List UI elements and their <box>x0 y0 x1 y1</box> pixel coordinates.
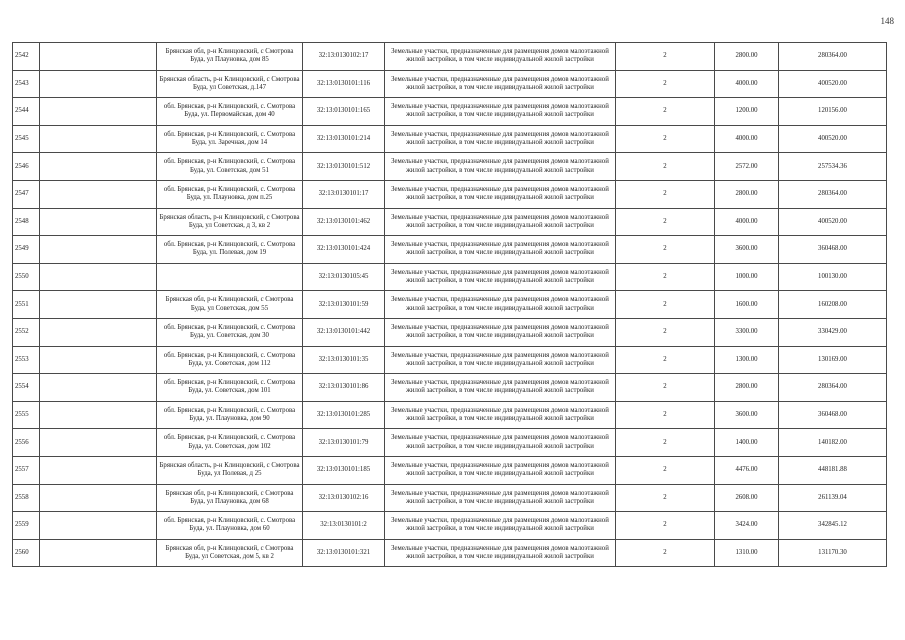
row-number-cell: 2545 <box>13 125 40 153</box>
cadastral-value-cell: 130169.00 <box>779 346 887 374</box>
row-number-cell: 2542 <box>13 43 40 71</box>
cadastral-number-cell: 32:13:0130101:285 <box>303 401 385 429</box>
table-row <box>13 318 887 346</box>
spacer-cell <box>40 291 157 319</box>
row-number-cell: 2546 <box>13 153 40 181</box>
category-cell: 2 <box>616 401 715 429</box>
cadastral-value-cell: 261139.04 <box>779 484 887 512</box>
spacer-cell <box>40 401 157 429</box>
address-cell: Брянская обл, р-н Клинцовский, с Смотрова Буда, ул Плауновка, дом 68 <box>157 484 303 512</box>
row-number-cell: 2544 <box>13 98 40 126</box>
cadastral-number-cell: 32:13:0130101:185 <box>303 456 385 484</box>
cadastral-value-cell: 448181.88 <box>779 456 887 484</box>
address-cell: Брянская обл, р-н Клинцовский, с Смотрова Буда, ул Плауновка, дом 85 <box>157 43 303 71</box>
spacer-cell <box>40 98 157 126</box>
area-cell: 3600.00 <box>715 236 779 264</box>
category-cell: 2 <box>616 263 715 291</box>
category-cell: 2 <box>616 208 715 236</box>
table-row <box>13 429 887 457</box>
cadastral-number-cell: 32:13:0130105:45 <box>303 263 385 291</box>
address-cell: обл. Брянская, р-н Клинцовский, с. Смотрова Буда, ул. Плауновка, дом 90 <box>157 401 303 429</box>
spacer-cell <box>40 512 157 540</box>
table-body <box>13 43 887 567</box>
spacer-cell <box>40 318 157 346</box>
cadastral-value-cell: 160208.00 <box>779 291 887 319</box>
cadastral-number-cell: 32:13:0130101:462 <box>303 208 385 236</box>
cadastral-value-cell: 400520.00 <box>779 208 887 236</box>
permitted-use-cell: Земельные участки, предназначенные для размещения домов малоэтажной жилой застройки, в том числе индивидуальной жилой застройки <box>385 180 616 208</box>
cadastral-number-cell: 32:13:0130101:86 <box>303 374 385 402</box>
table-row <box>13 43 887 71</box>
cadastral-value-cell: 280364.00 <box>779 180 887 208</box>
permitted-use-cell: Земельные участки, предназначенные для размещения домов малоэтажной жилой застройки, в том числе индивидуальной жилой застройки <box>385 236 616 264</box>
area-cell: 3600.00 <box>715 401 779 429</box>
spacer-cell <box>40 153 157 181</box>
address-cell: обл. Брянская, р-н Клинцовский, с. Смотрова Буда, ул. Советская, дом 101 <box>157 374 303 402</box>
table-row <box>13 180 887 208</box>
cadastral-value-cell: 100130.00 <box>779 263 887 291</box>
table-row <box>13 98 887 126</box>
cadastral-number-cell: 32:13:0130101:116 <box>303 70 385 98</box>
address-cell <box>157 263 303 291</box>
spacer-cell <box>40 125 157 153</box>
row-number-cell: 2557 <box>13 456 40 484</box>
category-cell: 2 <box>616 484 715 512</box>
cadastral-value-cell: 400520.00 <box>779 70 887 98</box>
area-cell: 2800.00 <box>715 374 779 402</box>
permitted-use-cell: Земельные участки, предназначенные для размещения домов малоэтажной жилой застройки, в том числе индивидуальной жилой застройки <box>385 429 616 457</box>
permitted-use-cell: Земельные участки, предназначенные для размещения домов малоэтажной жилой застройки, в том числе индивидуальной жилой застройки <box>385 346 616 374</box>
spacer-cell <box>40 70 157 98</box>
row-number-cell: 2547 <box>13 180 40 208</box>
address-cell: обл. Брянская, р-н Клинцовский, с. Смотрова Буда, ул. Советская, дом 112 <box>157 346 303 374</box>
table-row <box>13 208 887 236</box>
table-row <box>13 263 887 291</box>
category-cell: 2 <box>616 456 715 484</box>
area-cell: 1300.00 <box>715 346 779 374</box>
permitted-use-cell: Земельные участки, предназначенные для размещения домов малоэтажной жилой застройки, в том числе индивидуальной жилой застройки <box>385 291 616 319</box>
category-cell: 2 <box>616 291 715 319</box>
cadastral-value-cell: 140182.00 <box>779 429 887 457</box>
address-cell: обл. Брянская, р-н Клинцовский, с. Смотрова Буда, ул. Советская, дом 30 <box>157 318 303 346</box>
cadastral-value-cell: 120156.00 <box>779 98 887 126</box>
address-cell: Брянская область, р-н Клинцовский, с Смотрова Буда, ул Советская, д.147 <box>157 70 303 98</box>
table-row <box>13 401 887 429</box>
cadastral-value-cell: 360468.00 <box>779 401 887 429</box>
area-cell: 2800.00 <box>715 180 779 208</box>
area-cell: 1310.00 <box>715 539 779 567</box>
category-cell: 2 <box>616 539 715 567</box>
cadastral-number-cell: 32:13:0130101:442 <box>303 318 385 346</box>
table-row <box>13 539 887 567</box>
table-row <box>13 70 887 98</box>
area-cell: 4000.00 <box>715 208 779 236</box>
cadastral-number-cell: 32:13:0130101:59 <box>303 291 385 319</box>
permitted-use-cell: Земельные участки, предназначенные для размещения домов малоэтажной жилой застройки, в том числе индивидуальной жилой застройки <box>385 401 616 429</box>
spacer-cell <box>40 429 157 457</box>
permitted-use-cell: Земельные участки, предназначенные для размещения домов малоэтажной жилой застройки, в том числе индивидуальной жилой застройки <box>385 456 616 484</box>
permitted-use-cell: Земельные участки, предназначенные для размещения домов малоэтажной жилой застройки, в том числе индивидуальной жилой застройки <box>385 153 616 181</box>
page-number: 148 <box>880 16 894 26</box>
row-number-cell: 2550 <box>13 263 40 291</box>
cadastral-value-cell: 131170.30 <box>779 539 887 567</box>
area-cell: 4476.00 <box>715 456 779 484</box>
row-number-cell: 2559 <box>13 512 40 540</box>
spacer-cell <box>40 346 157 374</box>
category-cell: 2 <box>616 346 715 374</box>
spacer-cell <box>40 263 157 291</box>
area-cell: 1000.00 <box>715 263 779 291</box>
table-row <box>13 484 887 512</box>
table-row <box>13 153 887 181</box>
cadastral-number-cell: 32:13:0130102:16 <box>303 484 385 512</box>
row-number-cell: 2554 <box>13 374 40 402</box>
cadastral-number-cell: 32:13:0130102:17 <box>303 43 385 71</box>
cadastral-number-cell: 32:13:0130101:17 <box>303 180 385 208</box>
table-row <box>13 125 887 153</box>
spacer-cell <box>40 456 157 484</box>
address-cell: Брянская область, р-н Клинцовский, с Смотрова Буда, ул Советская, д 3, кв 2 <box>157 208 303 236</box>
permitted-use-cell: Земельные участки, предназначенные для размещения домов малоэтажной жилой застройки, в том числе индивидуальной жилой застройки <box>385 484 616 512</box>
spacer-cell <box>40 484 157 512</box>
row-number-cell: 2551 <box>13 291 40 319</box>
cadastral-number-cell: 32:13:0130101:321 <box>303 539 385 567</box>
cadastral-number-cell: 32:13:0130101:214 <box>303 125 385 153</box>
address-cell: Брянская область, р-н Клинцовский, с Смотрова Буда, ул Полевая, д 25 <box>157 456 303 484</box>
address-cell: Брянская обл, р-н Клинцовский, с Смотрова Буда, ул Советская, дом 5, кв 2 <box>157 539 303 567</box>
row-number-cell: 2552 <box>13 318 40 346</box>
area-cell: 1400.00 <box>715 429 779 457</box>
area-cell: 2608.00 <box>715 484 779 512</box>
address-cell: обл. Брянская, р-н Клинцовский, с. Смотрова Буда, ул. Советская, дом 51 <box>157 153 303 181</box>
table-row <box>13 236 887 264</box>
land-register-table <box>12 42 887 567</box>
address-cell: обл. Брянская, р-н Клинцовский, с. Смотрова Буда, ул. Полевая, дом 19 <box>157 236 303 264</box>
table-row <box>13 456 887 484</box>
address-cell: Брянская обл, р-н Клинцовский, с Смотрова Буда, ул Советская, дом 55 <box>157 291 303 319</box>
row-number-cell: 2560 <box>13 539 40 567</box>
area-cell: 2572.00 <box>715 153 779 181</box>
area-cell: 3424.00 <box>715 512 779 540</box>
table-row <box>13 512 887 540</box>
category-cell: 2 <box>616 374 715 402</box>
row-number-cell: 2553 <box>13 346 40 374</box>
permitted-use-cell: Земельные участки, предназначенные для размещения домов малоэтажной жилой застройки, в том числе индивидуальной жилой застройки <box>385 70 616 98</box>
table-row <box>13 346 887 374</box>
category-cell: 2 <box>616 512 715 540</box>
cadastral-number-cell: 32:13:0130101:35 <box>303 346 385 374</box>
cadastral-number-cell: 32:13:0130101:165 <box>303 98 385 126</box>
cadastral-number-cell: 32:13:0130101:512 <box>303 153 385 181</box>
cadastral-value-cell: 360468.00 <box>779 236 887 264</box>
row-number-cell: 2543 <box>13 70 40 98</box>
cadastral-value-cell: 257534.36 <box>779 153 887 181</box>
row-number-cell: 2556 <box>13 429 40 457</box>
cadastral-value-cell: 280364.00 <box>779 374 887 402</box>
permitted-use-cell: Земельные участки, предназначенные для размещения домов малоэтажной жилой застройки, в том числе индивидуальной жилой застройки <box>385 318 616 346</box>
category-cell: 2 <box>616 429 715 457</box>
address-cell: обл. Брянская, р-н Клинцовский, с. Смотрова Буда, ул. Советская, дом 102 <box>157 429 303 457</box>
category-cell: 2 <box>616 236 715 264</box>
category-cell: 2 <box>616 318 715 346</box>
row-number-cell: 2555 <box>13 401 40 429</box>
cadastral-value-cell: 400520.00 <box>779 125 887 153</box>
category-cell: 2 <box>616 125 715 153</box>
cadastral-number-cell: 32:13:0130101:79 <box>303 429 385 457</box>
spacer-cell <box>40 374 157 402</box>
table-row <box>13 291 887 319</box>
address-cell: обл. Брянская, р-н Клинцовский, с. Смотрова Буда, ул. Заречная, дом 14 <box>157 125 303 153</box>
spacer-cell <box>40 43 157 71</box>
permitted-use-cell: Земельные участки, предназначенные для размещения домов малоэтажной жилой застройки, в том числе индивидуальной жилой застройки <box>385 539 616 567</box>
category-cell: 2 <box>616 180 715 208</box>
permitted-use-cell: Земельные участки, предназначенные для размещения домов малоэтажной жилой застройки, в том числе индивидуальной жилой застройки <box>385 98 616 126</box>
permitted-use-cell: Земельные участки, предназначенные для размещения домов малоэтажной жилой застройки, в том числе индивидуальной жилой застройки <box>385 43 616 71</box>
permitted-use-cell: Земельные участки, предназначенные для размещения домов малоэтажной жилой застройки, в том числе индивидуальной жилой застройки <box>385 208 616 236</box>
cadastral-value-cell: 342845.12 <box>779 512 887 540</box>
cadastral-value-cell: 330429.00 <box>779 318 887 346</box>
category-cell: 2 <box>616 153 715 181</box>
area-cell: 3300.00 <box>715 318 779 346</box>
area-cell: 1200.00 <box>715 98 779 126</box>
cadastral-value-cell: 280364.00 <box>779 43 887 71</box>
area-cell: 2800.00 <box>715 43 779 71</box>
area-cell: 4000.00 <box>715 70 779 98</box>
cadastral-number-cell: 32:13:0130101:424 <box>303 236 385 264</box>
table-row <box>13 374 887 402</box>
category-cell: 2 <box>616 98 715 126</box>
permitted-use-cell: Земельные участки, предназначенные для размещения домов малоэтажной жилой застройки, в том числе индивидуальной жилой застройки <box>385 125 616 153</box>
permitted-use-cell: Земельные участки, предназначенные для размещения домов малоэтажной жилой застройки, в том числе индивидуальной жилой застройки <box>385 374 616 402</box>
permitted-use-cell: Земельные участки, предназначенные для размещения домов малоэтажной жилой застройки, в том числе индивидуальной жилой застройки <box>385 263 616 291</box>
category-cell: 2 <box>616 43 715 71</box>
area-cell: 1600.00 <box>715 291 779 319</box>
address-cell: обл. Брянская, р-н Клинцовский, с. Смотрова Буда, ул. Плауновка, дом 60 <box>157 512 303 540</box>
spacer-cell <box>40 539 157 567</box>
spacer-cell <box>40 180 157 208</box>
spacer-cell <box>40 236 157 264</box>
row-number-cell: 2548 <box>13 208 40 236</box>
row-number-cell: 2549 <box>13 236 40 264</box>
area-cell: 4000.00 <box>715 125 779 153</box>
cadastral-number-cell: 32:13:0130101:2 <box>303 512 385 540</box>
spacer-cell <box>40 208 157 236</box>
address-cell: обл. Брянская, р-н Клинцовский, с. Смотрова Буда, ул. Плауновка, дом п.25 <box>157 180 303 208</box>
row-number-cell: 2558 <box>13 484 40 512</box>
address-cell: обл. Брянская, р-н Клинцовский, с. Смотрова Буда, ул. Первомайская, дом 40 <box>157 98 303 126</box>
permitted-use-cell: Земельные участки, предназначенные для размещения домов малоэтажной жилой застройки, в том числе индивидуальной жилой застройки <box>385 512 616 540</box>
category-cell: 2 <box>616 70 715 98</box>
